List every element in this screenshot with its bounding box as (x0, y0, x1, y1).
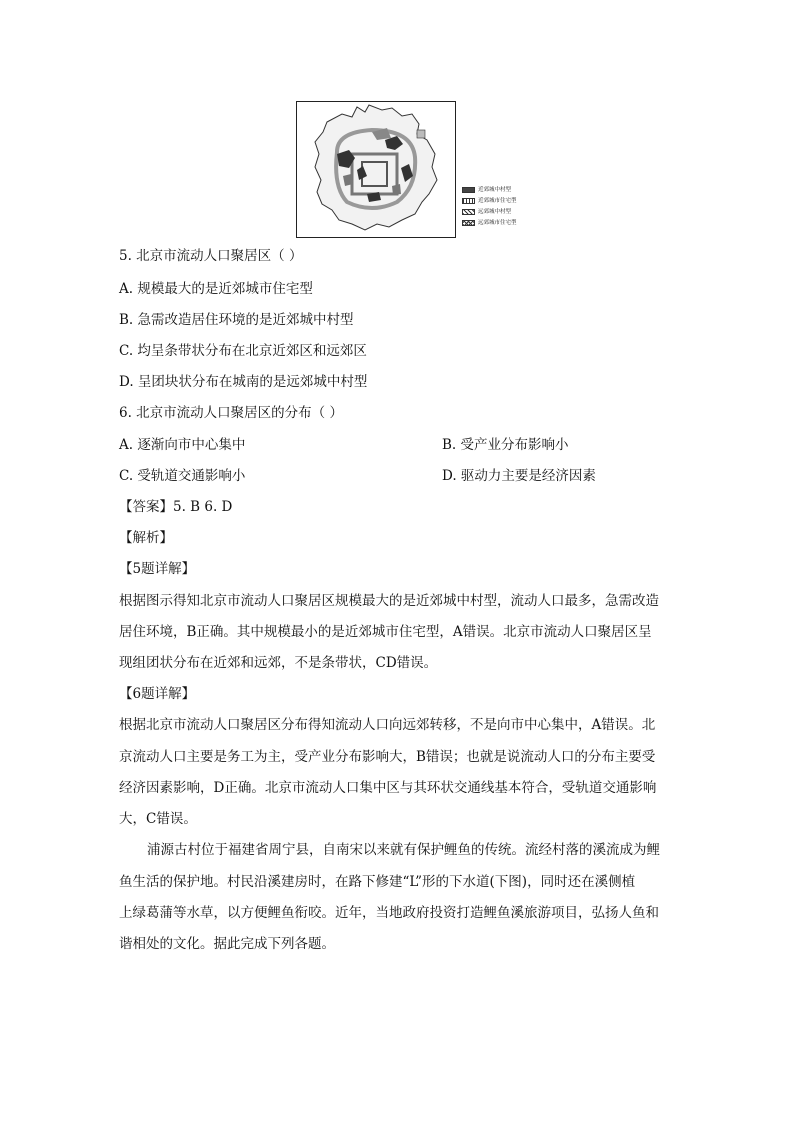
question-6-option-b: B. 受产业分布影响小 (442, 437, 569, 453)
legend-label: 远郊城市住宅型 (478, 219, 517, 226)
cluster-far-residential (417, 130, 425, 138)
q5-detail-line: 根据图示得知北京市流动人口聚居区规模最大的是近郊城中村型，流动人口最多，急需改造 (119, 593, 659, 609)
question-5-option-b: B. 急需改造居住环境的是近郊城中村型 (119, 312, 354, 328)
legend-item (462, 206, 517, 217)
question-5-stem: 5. 北京市流动人口聚居区（ ） (119, 248, 303, 264)
legend-swatch-icon (462, 209, 475, 215)
answer-line: 【答案】5. B 6. D (119, 499, 233, 515)
legend-swatch-icon (462, 187, 475, 193)
passage-line: 谐相处的文化。据此完成下列各题。 (119, 936, 335, 952)
question-6-stem: 6. 北京市流动人口聚居区的分布（ ） (119, 405, 343, 421)
legend-item (462, 184, 517, 195)
q6-detail-line: 根据北京市流动人口聚居区分布得知流动人口向远郊转移，不是向市中心集中，A错误。北 (119, 717, 656, 733)
q6-detail-line: 京流动人口主要是务工为主，受产业分布影响大，B错误；也就是说流动人口的分布主要受 (119, 749, 656, 765)
beijing-map-figure (296, 101, 456, 238)
passage-line: 上绿葛蒲等水草，以方便鲤鱼衔咬。近年，当地政府投资打造鲤鱼溪旅游项目，弘扬人鱼和 (119, 905, 659, 921)
passage-line: 鱼生活的保护地。村民沿溪建房时，在路下修建“L”形的下水道(下图)，同时还在溪侧植 (119, 874, 636, 890)
legend-item (462, 217, 517, 228)
q6-detail-line: 经济因素影响，D正确。北京市流动人口集中区与其环状交通线基本符合，受轨道交通影响 (119, 780, 657, 796)
map-legend (462, 184, 517, 228)
q6-detail-line: 大，C错误。 (119, 811, 197, 827)
question-6-option-a: A. 逐渐向市中心集中 (119, 437, 246, 453)
question-5-option-c: C. 均呈条带状分布在北京近郊区和远郊区 (119, 343, 367, 359)
city-boundary (315, 105, 437, 230)
q5-detail-line: 居住环境，B正确。其中规模最小的是近郊城市住宅型，A错误。北京市流动人口聚居区呈 (119, 624, 652, 640)
legend-swatch-icon (462, 198, 475, 204)
legend-item (462, 195, 517, 206)
question-5-option-d: D. 呈团块状分布在城南的是远郊城中村型 (119, 374, 368, 390)
analysis-title: 【解析】 (119, 530, 173, 546)
legend-swatch-icon (462, 220, 475, 226)
q6-detail-title: 【6题详解】 (119, 686, 196, 702)
q5-detail-line: 现组团状分布在近郊和远郊，不是条带状，CD错误。 (119, 655, 438, 671)
question-6-option-c: C. 受轨道交通影响小 (119, 468, 246, 484)
legend-label: 近郊城市住宅型 (478, 197, 517, 204)
legend-label: 远郊城中村型 (478, 208, 512, 215)
passage-line: 浦源古村位于福建省周宁县，自南宋以来就有保护鲤鱼的传统。流经村落的溪流成为鲤 (147, 842, 660, 858)
q5-detail-title: 【5题详解】 (119, 561, 196, 577)
question-5-option-a: A. 规模最大的是近郊城市住宅型 (119, 281, 313, 297)
beijing-map (297, 102, 455, 237)
question-6-option-d: D. 驱动力主要是经济因素 (442, 468, 596, 484)
legend-label: 近郊城中村型 (478, 186, 512, 193)
